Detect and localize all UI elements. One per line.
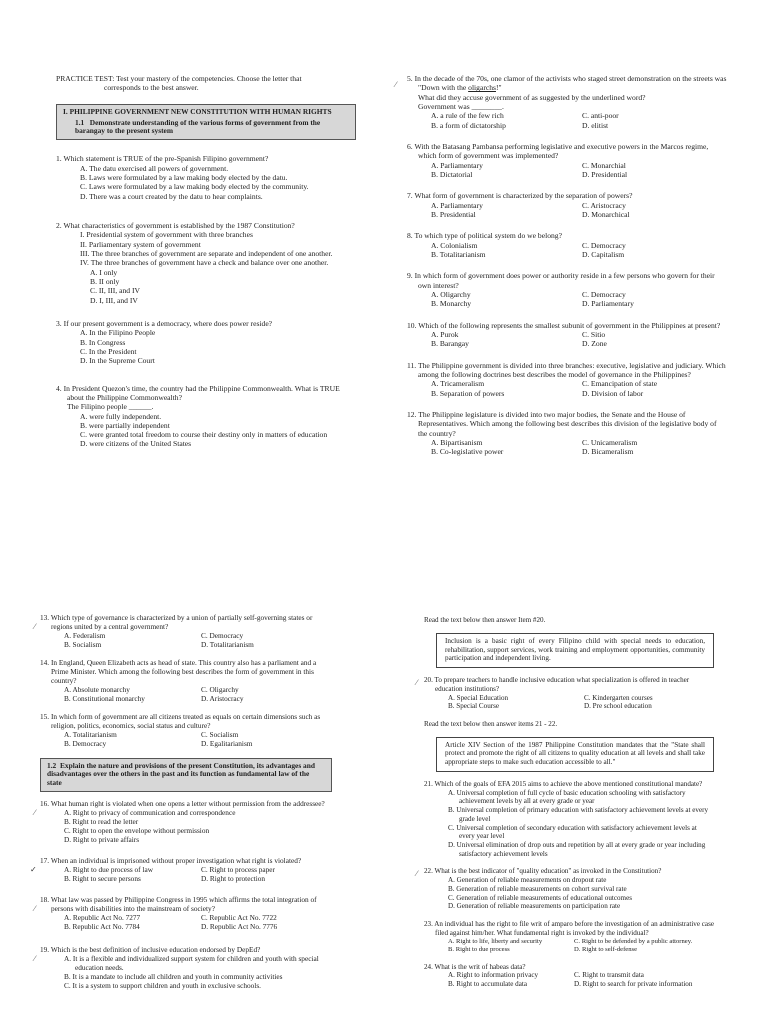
option-a: A. Purok — [431, 329, 459, 339]
column-top-right — [395, 74, 727, 466]
question-13 — [34, 613, 332, 650]
option-c: C. In the President — [80, 346, 137, 356]
check-mark-icon: ⁄ — [34, 808, 36, 818]
question-24 — [424, 963, 714, 989]
option-d: D. elitist — [582, 120, 609, 130]
option-d: D. There was a court created by the datu to hear complaints. — [80, 191, 263, 201]
question-stem: 7. What form of government is characterized by the separation of powers? — [407, 191, 633, 201]
option-a: A. Generation of reliable measurements on dropout rate — [448, 876, 607, 885]
question-11 — [407, 361, 727, 398]
option-d: D. I, III, and IV — [90, 295, 138, 305]
question-20 — [416, 676, 714, 711]
question-stem: 16. What human right is violated when one opens a letter without permission from the addressee? — [40, 799, 325, 809]
option-b: B. Universal completion of primary education with satisfactory achievement levels at every grade level — [448, 806, 709, 823]
option-d: D. Generation of reliable measurements on participation rate — [448, 902, 621, 911]
option-d: D. Right to private affairs — [64, 835, 140, 845]
option-b: B. Dictatorial — [431, 169, 473, 179]
option-b: B. Constitutional monarchy — [64, 693, 145, 703]
question-stem: 1. Which statement is TRUE of the pre-Spanish Filipino government? — [56, 154, 269, 164]
question-1 — [56, 154, 356, 201]
option-c: C. It is a system to support children and youth in exclusive schools. — [64, 980, 261, 990]
option-a: A. Tricameralism — [431, 379, 485, 389]
question-lead: The Filipino people ______. — [67, 402, 154, 412]
question-stem: 4. In President Quezon's time, the country had the Philippine Commonwealth. What is TRUE about the Philippine Commonwealth? — [56, 383, 340, 402]
option-d: D. Capitalism — [582, 249, 625, 259]
option-d: D. Bicameralism — [582, 447, 634, 457]
option-b: B. Monarchy — [431, 299, 472, 309]
option-c: C. Democracy — [582, 289, 626, 299]
question-stem: 23. An individual has the right to file writ of amparo before the investigation of an administrative case filed against him/her. What fundamental right is invoked by the individual? — [424, 920, 714, 937]
option-c: C. Monarchial — [582, 160, 626, 170]
option-c: C. Aristocracy — [582, 200, 626, 210]
statement-ii: II. Parliamentary system of government — [80, 239, 201, 249]
passage-20: Inclusion is a basic right of every Filipino child with special needs to education, rehabilitation, support services, work training and employment opportunities, community participation and independent living. — [436, 633, 714, 668]
option-c: C. Laws were formulated by a law making body elected by the community. — [80, 182, 309, 192]
question-7 — [407, 191, 727, 219]
question-stem: 15. In which form of government are all citizens treated as equals on certain dimensions such as religion, politics, economics, social status and culture? — [40, 711, 321, 730]
question-2 — [56, 221, 356, 305]
question-16 — [34, 799, 332, 845]
option-c: C. Emancipation of state — [582, 379, 658, 389]
option-b: B. Co-legislative power — [431, 447, 504, 457]
question-12 — [407, 410, 727, 457]
practice-title-cont: corresponds to the best answer. — [104, 83, 199, 93]
option-d: D. Parliamentary — [582, 299, 634, 309]
question-stem: 20. To prepare teachers to handle inclusive education what specialization is offered in teacher education institutions? — [424, 676, 690, 693]
option-a: A. Bipartisanism — [431, 437, 483, 447]
option-b: B. Laws were formulated by a law making body elected by the datu. — [80, 172, 288, 182]
option-c: C. Generation of reliable measurements of educational outcomes — [448, 893, 632, 902]
question-4 — [56, 384, 356, 449]
option-b: B. were partially independent — [80, 420, 170, 430]
statement-iv: IV. The three branches of government have a check and balance over one another. — [80, 258, 329, 268]
option-c: C. Oligarchy — [201, 684, 239, 694]
question-stem: 12. The Philippine legislature is divided into two major bodies, the Senate and the House of Representatives. Which among the following best describes this division of the legislative body of the country? — [407, 409, 717, 438]
check-mark-icon: ⁄ — [34, 953, 36, 963]
option-d: D. Totalitarianism — [201, 639, 254, 649]
option-d: D. Universal elimination of drop outs and repetition by all at every grade or year including satisfactory achievement levels — [448, 841, 706, 858]
question-stem: 22. What is the best indicator of "quality education" as invoked in the Constitution? — [424, 867, 662, 876]
question-15 — [40, 713, 332, 749]
option-c: C. Right to process paper — [201, 865, 275, 875]
question-10 — [407, 321, 727, 349]
option-a: A. Oligarchy — [431, 289, 471, 299]
option-a: A. Right to life, liberty and security — [448, 937, 543, 945]
question-9 — [407, 271, 727, 308]
question-stem: 13. Which type of governance is characterized by a union of partially self-governing states or regions united by a central government? — [40, 613, 313, 631]
question-stem: 11. The Philippine government is divided into three branches: executive, legislative and judiciary. Which among the following doctrines best describes the model of governance in the Philippines? — [407, 360, 726, 379]
section-2-title: 1.2 Explain the nature and provisions of the present Constitution, its advantages and disadvantages over the others in the past and its function as fundamental law of the state — [47, 760, 315, 788]
column-bottom-right — [416, 614, 714, 998]
option-b: B. Right to secure persons — [64, 874, 141, 883]
option-a: A. Right to due process of law — [64, 865, 153, 875]
option-b: B. It is a mandate to include all children and youth in community activities — [64, 971, 283, 981]
question-3 — [56, 319, 356, 366]
option-d: D. In the Supreme Court — [80, 356, 155, 366]
question-14 — [40, 659, 332, 704]
question-stem: 21. Which of the goals of EFA 2015 aims to achieve the above mentioned constitutional mandate? — [424, 780, 703, 788]
question-stem: 17. When an individual is imprisoned without proper investigation what right is violated? — [40, 856, 302, 866]
option-c: C. Universal completion of secondary education with satisfactory achievement levels at every year level — [448, 823, 697, 841]
option-c: C. Socialism — [201, 729, 239, 739]
option-b: B. Socialism — [64, 639, 102, 649]
option-a: A. Special Education — [448, 693, 509, 702]
question-stem: 9. In which form of government does power or authority reside in a few persons who govern for their own interest? — [407, 271, 715, 290]
option-c: C. Right to open the envelope without permission — [64, 826, 210, 836]
option-b: B. Right to accumulate data — [448, 980, 527, 989]
option-c: C. Democracy — [582, 240, 626, 250]
question-stem: 3. If our present government is a democracy, where does power reside? — [56, 318, 273, 328]
column-bottom-left — [30, 613, 332, 1000]
question-5 — [395, 74, 727, 130]
read-instruction-21-22: Read the text below then answer items 21 - 22. — [424, 719, 558, 728]
option-c: C. Right to transmit data — [574, 971, 644, 980]
option-b: B. Generation of reliable measurements on cohort survival rate — [448, 884, 627, 893]
option-a: A. Parliamentary — [431, 200, 483, 210]
question-stem: 5. In the decade of the 70s, one clamor of the activists who staged street demonstration on the streets was "Down with the oligarchs!" — [407, 74, 727, 93]
question-stem: 14. In England, Queen Elizabeth acts as head of state. This country also has a parliament and a Prime Minister. Which among the following best describes the form of government in this country? — [40, 657, 317, 685]
section-1-title: I. PHILIPPINE GOVERNMENT NEW CONSTITUTION WITH HUMAN RIGHTS — [63, 106, 332, 116]
option-a: A. a rule of the few rich — [431, 111, 504, 121]
question-line: What did they accuse government of as suggested by the underlined word? — [418, 92, 646, 102]
question-6 — [407, 142, 727, 179]
section-2-header — [40, 758, 332, 793]
option-b: B. Barangay — [431, 339, 469, 349]
option-c: C. Republic Act No. 7722 — [201, 912, 277, 922]
option-c: C. Right to be defended by a public attorney. — [574, 937, 693, 945]
underlined-word: oligarchs — [468, 83, 496, 93]
check-mark-icon: ⁄ — [416, 678, 418, 688]
option-b: B. Totalitarianism — [431, 249, 486, 259]
option-b: B. Presidential — [431, 209, 476, 219]
option-c: C. II, III, and IV — [90, 286, 140, 296]
question-stem: 19. Which is the best definition of inclusive education endorsed by DepEd? — [40, 944, 261, 954]
practice-title: PRACTICE TEST: Test your mastery of the competencies. Choose the letter that — [56, 74, 302, 83]
question-stem: 10. Which of the following represents the smallest subunit of government in the Philippines at present? — [407, 320, 721, 330]
question-18 — [34, 894, 332, 932]
question-stem: 2. What characteristics of government is established by the 1987 Constitution? — [56, 220, 295, 230]
option-a: A. Federalism — [64, 630, 106, 640]
option-b: B. II only — [90, 276, 120, 286]
option-d: D. Monarchical — [582, 209, 630, 219]
question-17 — [30, 856, 332, 884]
option-a: A. Parliamentary — [431, 160, 483, 170]
option-c: C. Democracy — [201, 630, 244, 640]
option-b: B. Democracy — [64, 738, 107, 748]
option-d: D. Egalitarianism — [201, 738, 253, 748]
question-19 — [34, 944, 332, 991]
option-d: D. Right to search for private information — [574, 980, 693, 989]
option-a: A. In the Filipino People — [80, 328, 156, 338]
option-b: B. Republic Act No. 7784 — [64, 921, 140, 931]
option-c: C. Kindergarten courses — [584, 693, 653, 702]
option-a: A. Right to information privacy — [448, 971, 539, 980]
question-22 — [416, 867, 714, 911]
column-top-left — [56, 74, 356, 458]
option-b: B. Right to due process — [448, 945, 510, 953]
option-b: B. a form of dictatorship — [431, 120, 506, 130]
section-1-subtitle: 1.1 Demonstrate understanding of the various forms of government from the barangay to the present system — [75, 117, 321, 136]
statement-iii: III. The three branches of government are separate and independent of one another. — [80, 248, 333, 258]
option-d: D. Right to self-defense — [574, 945, 637, 953]
option-d: D. Aristocracy — [201, 693, 244, 703]
option-b: B. Right to read the letter — [64, 817, 139, 827]
question-21 — [424, 780, 714, 858]
option-d: D. Right to protection — [201, 874, 266, 883]
option-c: C. Sitio — [582, 329, 606, 339]
option-a: A. Universal completion of full cycle of basic education schooling with satisfactory achievement levels by all at every grade or year — [448, 788, 686, 806]
section-1-header — [56, 104, 356, 141]
check-mark-icon: ⁄ — [395, 80, 397, 89]
option-a: A. I only — [90, 267, 118, 277]
option-a: A. Absolute monarchy — [64, 684, 130, 694]
passage-21-22: Article XIV Section of the 1987 Philippine Constitution mandates that the "State shall protect and promote the right of all citizens to quality education at all levels and shall take appropriate steps to make such education accessible to all." — [436, 737, 714, 772]
option-a: A. Republic Act No. 7277 — [64, 912, 141, 922]
statement-i: I. Presidential system of government with three branches — [80, 230, 253, 240]
option-a: A. Totalitarianism — [64, 729, 117, 739]
question-stem: 6. With the Batasang Pambansa performing legislative and executive powers in the Marcos regime, which form of government was implemented? — [407, 141, 709, 161]
option-b: B. In Congress — [80, 337, 126, 347]
practice-instructions — [56, 74, 356, 93]
check-mark-icon: ✓ — [30, 865, 37, 875]
question-line: Government was ________. — [418, 101, 504, 111]
option-a: A. The datu exercised all powers of government. — [80, 163, 229, 173]
option-a: A. It is a flexible and individualized support system for children and youth with special education needs. — [64, 953, 319, 972]
question-stem: 18. What law was passed by Philippine Congress in 1995 which affirms the total integration of persons with disabilities into the mainstream of society? — [40, 894, 317, 913]
check-mark-icon: ⁄ — [34, 622, 36, 631]
check-mark-icon: ⁄ — [416, 869, 418, 879]
option-d: D. Division of labor — [582, 388, 644, 398]
question-stem: 24. What is the writ of habeas data? — [424, 962, 526, 971]
option-b: B. Separation of powers — [431, 388, 505, 398]
question-8 — [407, 231, 727, 259]
question-23 — [424, 920, 714, 954]
option-c: C. were granted total freedom to course their destiny only in matters of education — [80, 430, 328, 440]
option-a: A. Right to privacy of communication and correspondence — [64, 808, 236, 818]
option-d: D. were citizens of the United States — [80, 439, 192, 449]
option-b: B. Special Course — [448, 702, 500, 711]
option-c: C. anti-poor — [582, 111, 619, 121]
option-a: A. were fully independent. — [80, 411, 162, 421]
option-a: A. Colonialism — [431, 240, 478, 250]
question-stem: 8. To which type of political system do we belong? — [407, 231, 562, 241]
option-d: D. Zone — [582, 339, 607, 349]
check-mark-icon: ⁄ — [34, 903, 36, 913]
option-d: D. Pre school education — [584, 702, 652, 711]
read-instruction-20: Read the text below then answer Item #20. — [424, 616, 546, 624]
option-c: C. Unicameralism — [582, 437, 638, 447]
option-d: D. Presidential — [582, 169, 628, 179]
option-d: D. Republic Act No. 7776 — [201, 921, 278, 931]
